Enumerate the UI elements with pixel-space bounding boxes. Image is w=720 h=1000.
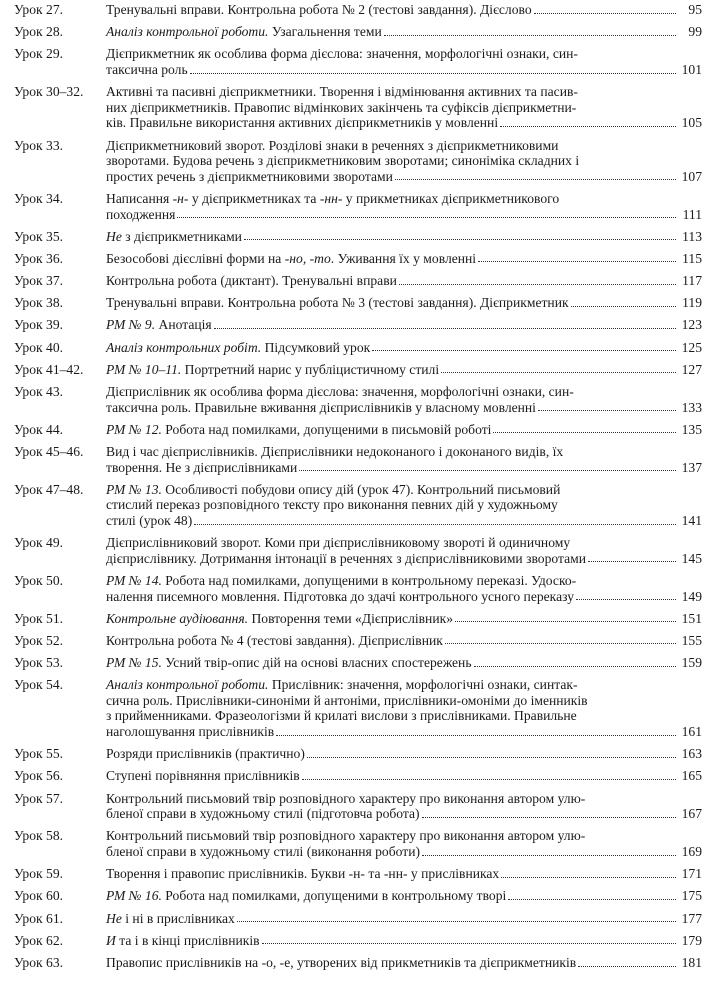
lesson-number: Урок 56.: [14, 768, 64, 784]
lesson-title: Аналіз контрольної роботи. Узагальнення теми 99: [106, 24, 702, 40]
toc-entry: [14, 444, 702, 475]
lesson-title: Тренувальні вправи. Контрольна робота № 3 (тестові завдання). Дієприкметник 119: [106, 295, 702, 311]
lesson-title: Розряди прислівників (практично) 163: [106, 746, 702, 762]
lesson-number: Урок 55.: [14, 746, 64, 762]
toc-entry: [14, 138, 702, 185]
toc-entry: [14, 251, 702, 267]
page-number: 165: [681, 768, 702, 784]
lesson-number: Урок 61.: [14, 910, 64, 926]
toc-entry: [14, 46, 702, 77]
dot-leader: [455, 621, 676, 622]
toc-entry: [14, 677, 702, 739]
dot-leader: [399, 284, 676, 285]
lesson-title: Контрольна робота № 4 (тестові завдання). Дієприслівник 155: [106, 632, 702, 648]
lesson-title: РМ № 15. Усний твір-опис дій на основі власних спостережень 159: [106, 655, 702, 671]
page-number: 99: [688, 24, 702, 40]
toc-entry: [14, 535, 702, 566]
page-number: 141: [681, 512, 702, 528]
lesson-number: Урок 50.: [14, 572, 64, 588]
lesson-title: Ступені порівняння прислівників 165: [106, 768, 702, 784]
page-number: 95: [688, 2, 702, 17]
dot-leader: [372, 350, 676, 351]
lesson-title: Дієприслівник як особлива форма дієслова: значення, морфологічні ознаки, син- таксична роль. Правильне вживання дієприслівників у власному мовленні 133: [106, 384, 702, 415]
lesson-number: Урок 34.: [14, 190, 64, 206]
lesson-title: Не і ні в прислівниках 177: [106, 910, 702, 926]
lesson-title: Тренувальні вправи. Контрольна робота № 2 (тестові завдання). Дієслово 95: [106, 2, 702, 17]
page-number: 145: [681, 550, 702, 566]
lesson-number: Урок 63.: [14, 954, 64, 970]
page-number: 115: [682, 250, 702, 266]
lesson-number: Урок 51.: [14, 610, 64, 626]
lesson-number: Урок 62.: [14, 932, 64, 948]
dot-leader: [571, 306, 676, 307]
lesson-number: Урок 60.: [14, 888, 64, 904]
page-number: 181: [681, 954, 702, 970]
dot-leader: [538, 410, 676, 411]
dot-leader: [276, 735, 676, 736]
dot-leader: [307, 757, 676, 758]
lesson-title: Безособові дієслівні форми на -но, -то. Уживання їх у мовленні 115: [106, 250, 702, 266]
page-number: 163: [681, 746, 702, 762]
page-number: 155: [681, 632, 702, 648]
lesson-number: Урок 35.: [14, 228, 64, 244]
lesson-title: Контрольне аудіювання. Повторення теми «Дієприслівник» 151: [106, 610, 702, 626]
toc-entry: [14, 422, 702, 438]
dot-leader: [493, 432, 676, 433]
dot-leader: [508, 899, 676, 900]
toc-entry: [14, 955, 702, 971]
lesson-number: Урок 54.: [14, 677, 64, 693]
lesson-title: Дієприслівниковий зворот. Коми при дієприслівниковому звороті й одиничному дієприслівнику. Дотримання інтонації в реченнях з дієприслівниковими зворотами 145: [106, 535, 702, 566]
page-number: 101: [681, 61, 702, 77]
dot-leader: [237, 921, 676, 922]
lesson-number: Урок 43.: [14, 384, 64, 399]
dot-leader: [194, 524, 676, 525]
page-number: 125: [681, 339, 702, 355]
lesson-number: Урок 41–42.: [14, 361, 84, 377]
lesson-title: Контрольний письмовий твір розповідного характеру про виконання автором улю- бленої справи в художньому стилі (підготовча робота) 167: [106, 790, 702, 822]
page-number: 137: [681, 459, 702, 475]
lesson-number: Урок 29.: [14, 46, 64, 62]
dot-leader: [501, 877, 676, 878]
dot-leader: [302, 779, 676, 780]
dot-leader: [478, 261, 676, 262]
lesson-number: Урок 57.: [14, 790, 64, 806]
lesson-title: Вид і час дієприслівників. Дієприслівники недоконаного і доконаного видів, їх творення. Не з дієприслівниками 137: [106, 443, 702, 475]
page-number: 105: [681, 115, 702, 131]
toc-entry: [14, 573, 702, 604]
lesson-number: Урок 53.: [14, 655, 64, 671]
page-number: 111: [682, 206, 702, 222]
lesson-number: Урок 38.: [14, 295, 64, 311]
lesson-number: Урок 44.: [14, 421, 64, 437]
lesson-title: Правопис прислівників на -о, -е, утворених від прикметників та дієприкметників 181: [106, 954, 702, 970]
dot-leader: [244, 239, 676, 240]
lesson-title: Творення і правопис прислівників. Букви -н- та -нн- у прислівниках 171: [106, 866, 702, 882]
lesson-number: Урок 40.: [14, 339, 64, 355]
page-number: 159: [681, 655, 702, 671]
toc-entry: [14, 317, 702, 333]
lesson-number: Урок 33.: [14, 137, 64, 153]
lesson-number: Урок 28.: [14, 24, 64, 40]
page-number: 179: [681, 932, 702, 948]
toc-entry: [14, 828, 702, 859]
lesson-number: Урок 47–48.: [14, 481, 84, 497]
lesson-title: Аналіз контрольних робіт. Підсумковий урок 125: [106, 339, 702, 355]
lesson-title: РМ № 14. Робота над помилками, допущеними в контрольному переказі. Удоско- налення писемного мовлення. Підготовка до здачі контрольного усного переказу 149: [106, 572, 702, 604]
lesson-number: Урок 30–32.: [14, 84, 84, 100]
lesson-title: РМ № 10–11. Портретний нарис у публіцистичному стилі 127: [106, 361, 702, 377]
lesson-title: РМ № 16. Робота над помилками, допущеними в контрольному творі 175: [106, 888, 702, 904]
lesson-number: Урок 45–46.: [14, 443, 84, 459]
lesson-title: Дієприкметниковий зворот. Розділові знаки в реченнях з дієприкметниковими зворотами. Будова речень з дієприкметниковим зворотами; синоніміка складних і простих речень з дієприкметниковими зворотами 107: [106, 137, 702, 184]
page-number: 117: [682, 273, 702, 289]
dot-leader: [576, 599, 676, 600]
toc-entry: [14, 191, 702, 222]
toc-entry: [14, 24, 702, 40]
page-number: 167: [681, 806, 702, 822]
lesson-title: РМ № 12. Робота над помилками, допущеними в письмовій роботі 135: [106, 421, 702, 437]
lesson-number: Урок 36.: [14, 250, 64, 266]
toc-entry: [14, 911, 702, 927]
toc-entry: [14, 866, 702, 882]
lesson-number: Урок 37.: [14, 273, 64, 289]
dot-leader: [384, 35, 676, 36]
lesson-number: Урок 27.: [14, 2, 64, 17]
page-number: 123: [681, 317, 702, 333]
dot-leader: [588, 561, 676, 562]
toc-entry: [14, 340, 702, 356]
dot-leader: [214, 328, 676, 329]
toc-entry: [14, 273, 702, 289]
lesson-number: Урок 52.: [14, 632, 64, 648]
toc-entry: [14, 362, 702, 378]
toc-entry: [14, 611, 702, 627]
dot-leader: [299, 470, 676, 471]
page-number: 113: [682, 228, 702, 244]
toc-entry: [14, 295, 702, 311]
page-number: 175: [681, 888, 702, 904]
toc-entry: [14, 746, 702, 762]
lesson-number: Урок 49.: [14, 535, 64, 551]
dot-leader: [474, 666, 676, 667]
page-number: 127: [681, 361, 702, 377]
toc-entry: [14, 384, 702, 415]
lesson-title: РМ № 9. Анотація 123: [106, 317, 702, 333]
page-number: 149: [681, 588, 702, 604]
lesson-title: Написання -н- у дієприкметниках та -нн- у прикметниках дієприкметникового походження 111: [106, 190, 702, 222]
dot-leader: [445, 643, 676, 644]
toc-entry: [14, 84, 702, 131]
toc-entry: [14, 229, 702, 245]
lesson-title: И та і в кінці прислівників 179: [106, 932, 702, 948]
dot-leader: [190, 73, 676, 74]
page-number: 177: [681, 910, 702, 926]
dot-leader: [500, 126, 676, 127]
dot-leader: [578, 966, 676, 967]
toc-entry: [14, 768, 702, 784]
toc-entry: [14, 633, 702, 649]
page-number: 171: [681, 866, 702, 882]
dot-leader: [262, 943, 676, 944]
dot-leader: [395, 179, 676, 180]
lesson-number: Урок 59.: [14, 866, 64, 882]
page-number: 161: [681, 724, 702, 740]
page-number: 107: [681, 168, 702, 184]
lesson-title: Контрольна робота (диктант). Тренувальні вправи 117: [106, 273, 702, 289]
lesson-title: Дієприкметник як особлива форма дієслова: значення, морфологічні ознаки, син- таксична роль 101: [106, 46, 702, 77]
dot-leader: [422, 817, 676, 818]
lesson-title: РМ № 13. Особливості побудови опису дій (урок 47). Контрольний письмовий стислий переказ розповідного тексту про виконання певних дій у художньому стилі (урок 48) 141: [106, 481, 702, 528]
toc-entry: [14, 888, 702, 904]
lesson-number: Урок 58.: [14, 828, 64, 844]
dot-leader: [534, 13, 676, 14]
toc-entry: [14, 482, 702, 529]
toc-entry: [14, 655, 702, 671]
lesson-title: Активні та пасивні дієприкметники. Творення і відмінювання активних та пасив- них дієприкметників. Правопис відмінкових закінчень та суфіксів дієприкметни- ків. Правильне використання активних дієприкметників у мовленні 105: [106, 84, 702, 131]
dot-leader: [441, 372, 676, 373]
page-number: 169: [681, 843, 702, 859]
page-number: 151: [681, 610, 702, 626]
page-number: 133: [681, 399, 702, 415]
lesson-title: Аналіз контрольної роботи. Прислівник: значення, морфологічні ознаки, синтак- сична роль. Прислівники-синоніми й антоніми, прислівники-омоніми до іменників з прийменниками. Фразеологізми й крилаті вислови з прислівниками. Правильне наголошування прислівників 161: [106, 677, 702, 740]
toc-entry: [14, 2, 702, 18]
dot-leader: [177, 217, 676, 218]
dot-leader: [422, 855, 676, 856]
toc-entry: [14, 933, 702, 949]
toc-entry: [14, 791, 702, 822]
lesson-title: Не з дієприкметниками 113: [106, 228, 702, 244]
page-number: 119: [682, 295, 702, 311]
lesson-title: Контрольний письмовий твір розповідного характеру про виконання автором улю- бленої справи в художньому стилі (виконання роботи) 169: [106, 828, 702, 859]
page-number: 135: [681, 421, 702, 437]
lesson-number: Урок 39.: [14, 317, 64, 333]
